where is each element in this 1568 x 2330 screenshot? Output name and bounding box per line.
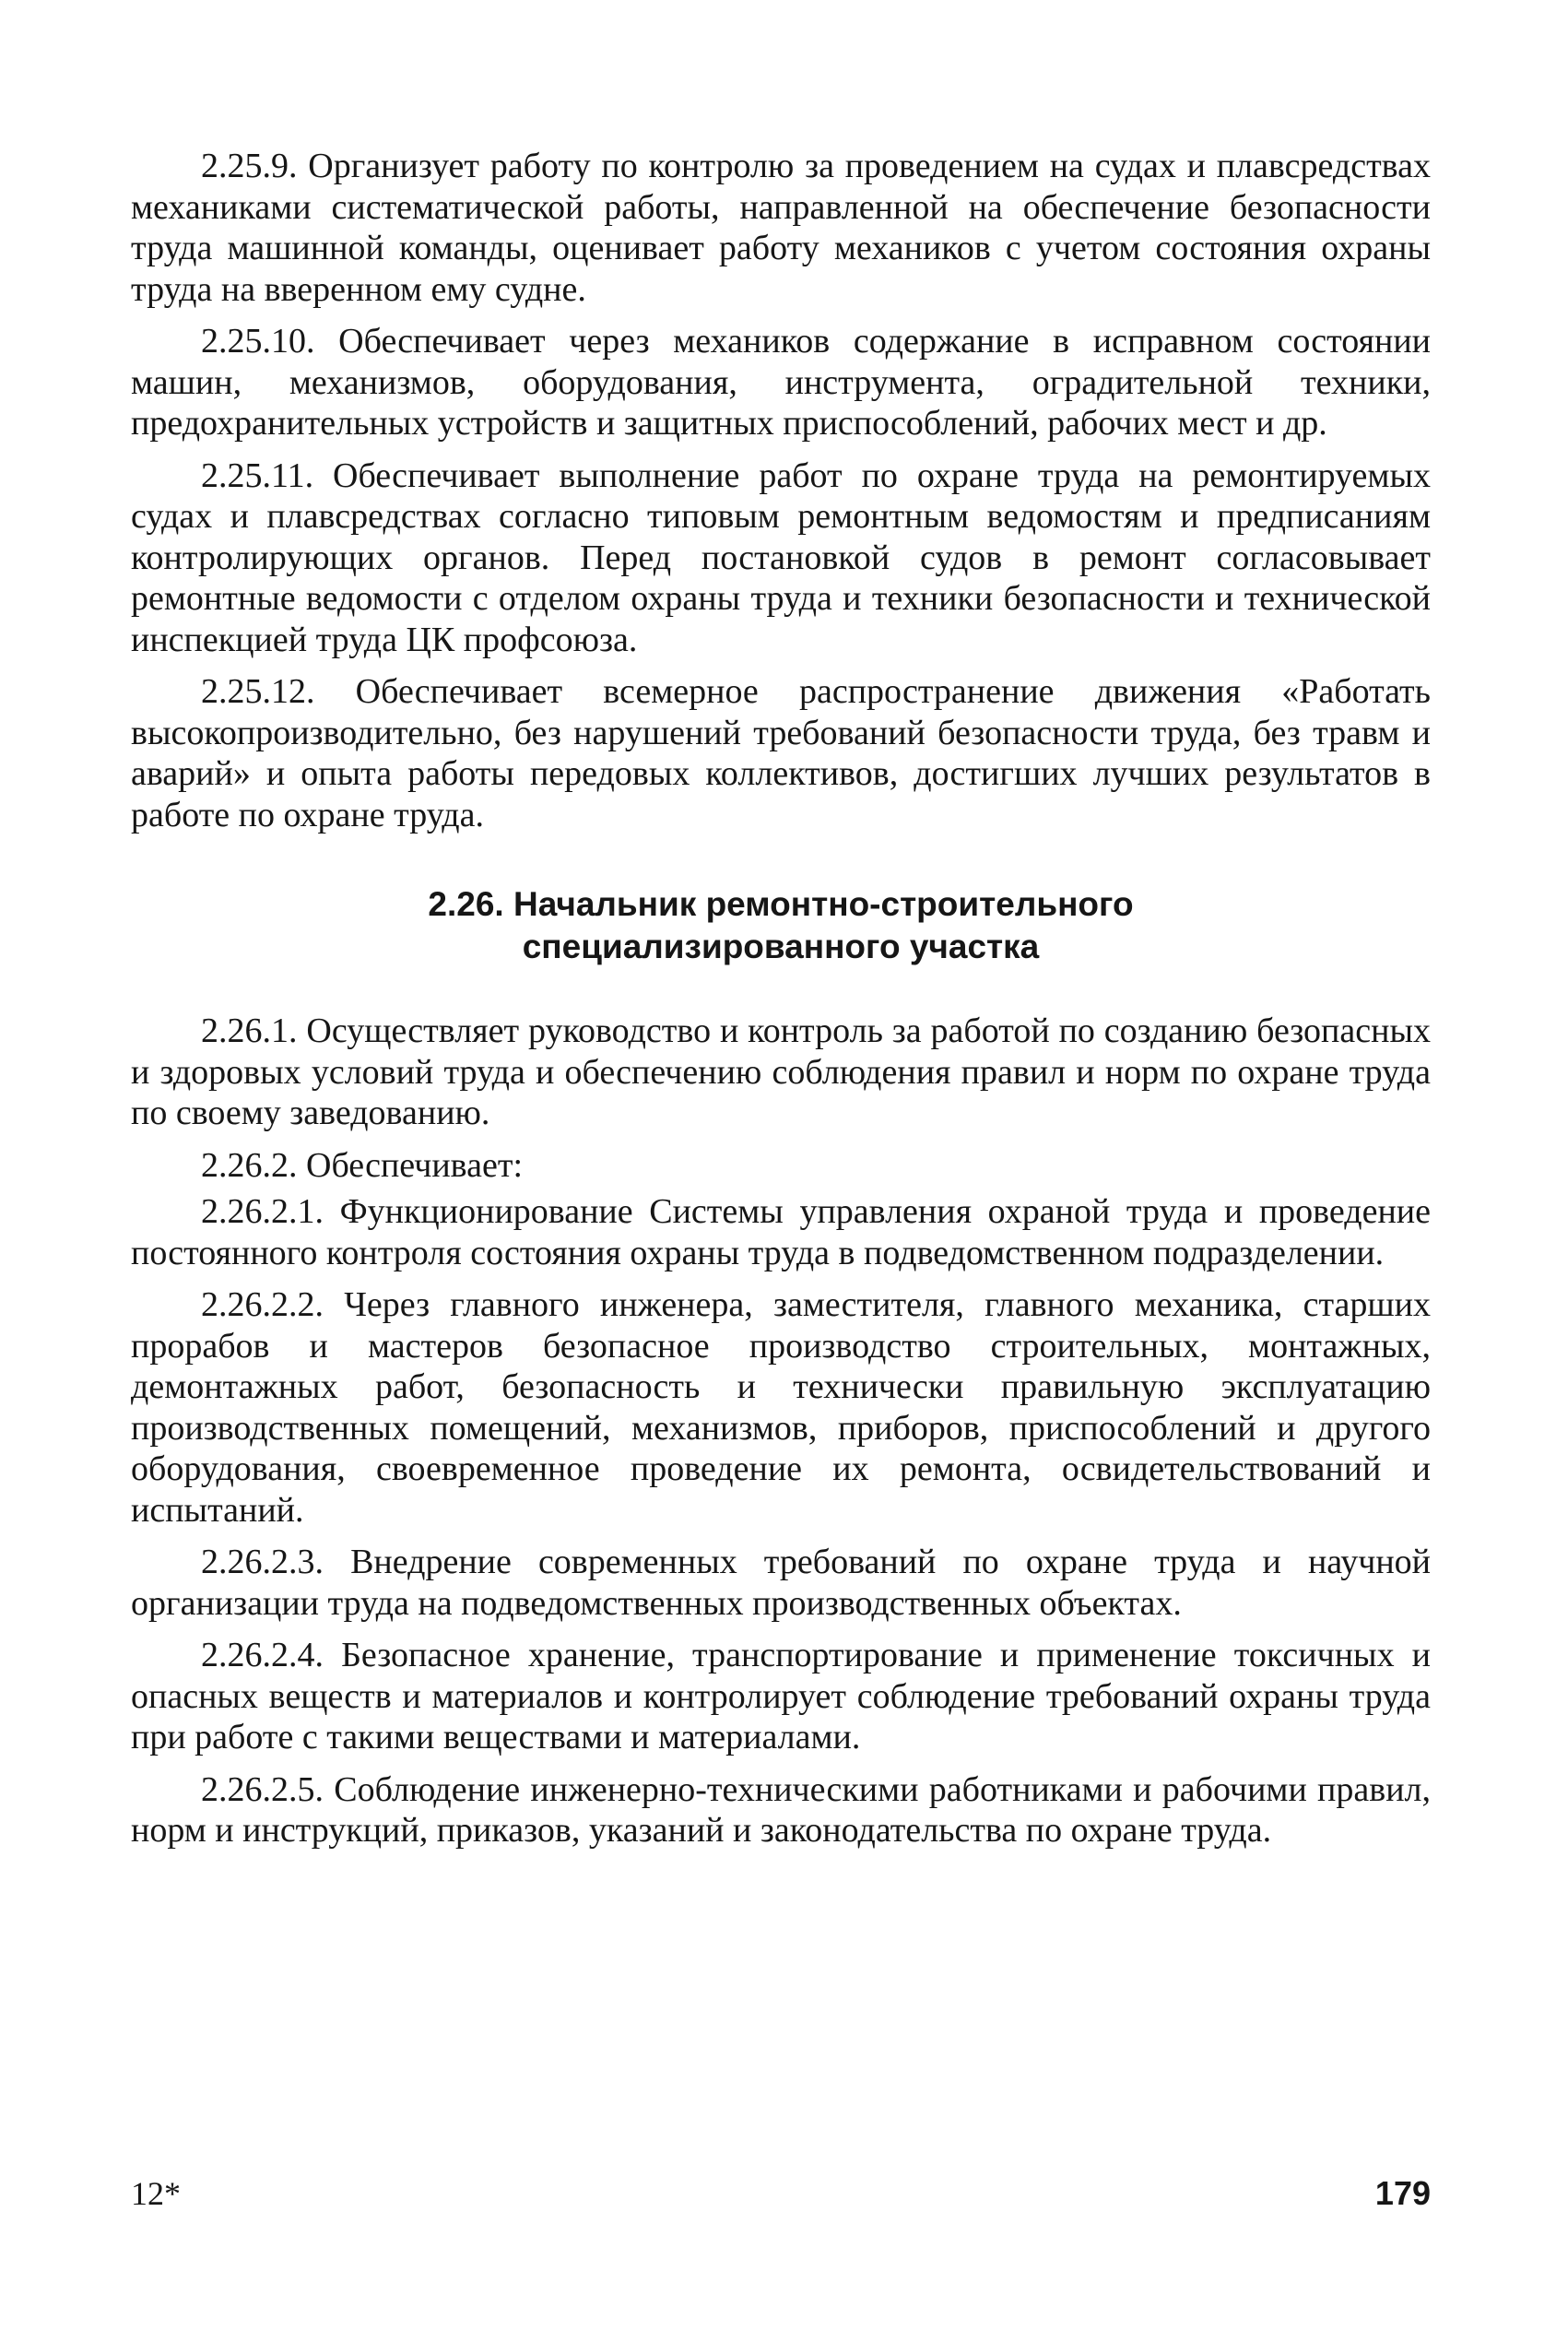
paragraph-2-25-12: 2.25.12. Обеспечивает всемерное распространение движения «Работать высокопроизводительно, без нарушений требований безопасности труда, без травм и аварий» и опыта работы передовых коллективов, достигших лучших результатов в работе по охране труда. <box>131 672 1431 834</box>
paragraph-2-25-9: 2.25.9. Организует работу по контролю за проведением на судах и плавсредствах механиками систематической работы, направленной на обеспечение безопасности труда машинной команды, оценивает работу механиков с учетом состояния охраны труда на вверенном ему судне. <box>131 147 1431 309</box>
paragraph-2-26-2-2: 2.26.2.2. Через главного инженера, заместителя, главного механика, старших прорабов и мастеров безопасное производство строительных, монтажных, демонтажных работ, безопасность и технически правильную эксплуатацию производственных помещений, механизмов, приборов, приспособлений и другого оборудования, своевременное проведение их ремонта, освидетельствований и испытаний. <box>131 1285 1431 1530</box>
document-page <box>131 146 1431 1863</box>
paragraph-2-26-2-1: 2.26.2.1. Функционирование Системы управления охраной труда и проведение постоянного контроля состояния охраны труда в подведомственном подразделении. <box>131 1192 1431 1272</box>
paragraph-2-26-2-3: 2.26.2.3. Внедрение современных требований по охране труда и научной организации труда на подведомственных производственных объектах. <box>131 1543 1431 1623</box>
paragraph-2-25-10: 2.25.10. Обеспечивает через механиков содержание в исправном состоянии машин, механизмов, оборудования, инструмента, оградительной техники, предохранительных устройств и защитных приспособлений, рабочих мест и др. <box>131 322 1431 443</box>
signature-mark: 12* <box>131 2175 181 2212</box>
page-number: 179 <box>1374 2174 1431 2212</box>
paragraph-2-26-2-5: 2.26.2.5. Соблюдение инженерно-техническими работниками и рабочими правил, норм и инструкций, приказов, указаний и законодательства по охране труда. <box>131 1769 1431 1850</box>
paragraph-2-26-1: 2.26.1. Осуществляет руководство и контроль за работой по созданию безопасных и здоровых условий труда и обеспечению соблюдения правил и норм по охране труда по своему заведованию. <box>131 1011 1431 1132</box>
page-footer <box>131 2174 1431 2213</box>
paragraph-2-26-2-4: 2.26.2.4. Безопасное хранение, транспортирование и применение токсичных и опасных веществ и материалов и контролирует соблюдение требований охраны труда при работе с такими веществами и материалами. <box>131 1636 1431 1756</box>
paragraph-2-25-11: 2.25.11. Обеспечивает выполнение работ по охране труда на ремонтируемых судах и плавсредствах согласно типовым ремонтным ведомостям и предписаниям контролирующих органов. Перед постановкой судов в ремонт согласовывает ремонтные ведомости с отделом охраны труда и техники безопасности и технической инспекцией труда ЦК профсоюза. <box>131 455 1431 659</box>
section-heading <box>131 883 1431 968</box>
section-heading-line-1: 2.26. Начальник ремонтно-строительного <box>428 885 1134 923</box>
paragraph-2-26-2: 2.26.2. Обеспечивает: <box>201 1145 523 1185</box>
section-heading-line-2: специализированного участка <box>522 928 1040 965</box>
